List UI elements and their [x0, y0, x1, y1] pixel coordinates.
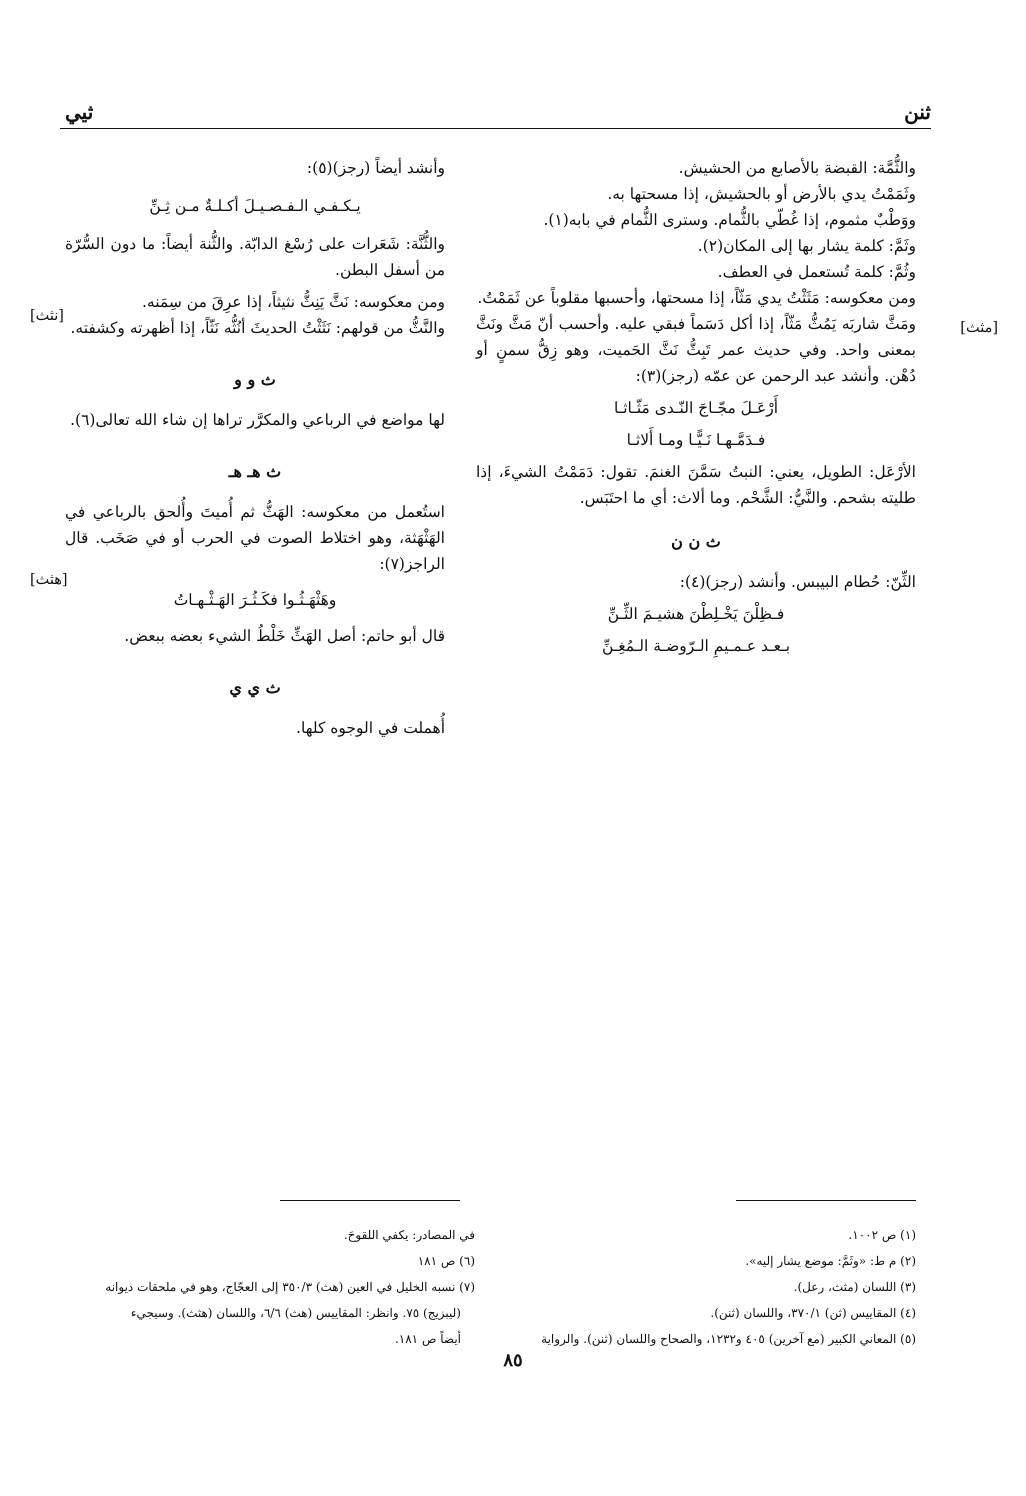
paragraph: ووَطْبٌ مثموم، إذا غُطّي بالثُّمام. وسترى الثُّمام في بابه(١).	[543, 211, 916, 229]
paragraph: الثِّنّ: حُطام البيبس. وأنشد (رجز)(٤):	[679, 573, 916, 591]
header-rule	[60, 128, 931, 129]
right-column	[476, 155, 916, 665]
section-heading: ث ن ن	[671, 532, 721, 551]
verse-line: وهَثْهَـثُـوا فكَـثُـرَ الهَـثْـهـاتُ	[173, 591, 337, 609]
paragraph: قال أبو حاتم: أصل الهَثِّ خَلْطُ الشيء بعضه ببعض.	[124, 627, 445, 645]
verse-line: بـعـد عـمـيمِ الـرّوضـة الـمُغِـنِّ	[601, 637, 791, 655]
paragraph: والنَّثُّ من قولهم: نَثَثْتُ الحديثَ أنُثُّه نَثّاً، إذا أظهرته وكشفته.	[70, 319, 445, 337]
paragraph: وثَمَّ: كلمة يشار بها إلى المكان(٢).	[697, 237, 916, 255]
section-heading: ث ي ي	[229, 678, 281, 697]
footnotes-right	[516, 1222, 916, 1352]
running-head-left: ثيي	[65, 100, 94, 124]
paragraph: ومن معكوسه: مَثَثْتُ يدي مَثّاً، إذا مسحتها، وأحسبها مقلوباً عن ثَمَمْتُ.	[477, 289, 916, 307]
footnote-rule	[736, 1200, 916, 1201]
paragraph: أُهملت في الوجوه كلها.	[296, 719, 445, 737]
footnote: أيضاً ص ١٨١.	[394, 1332, 461, 1346]
section-heading: ث و و	[234, 370, 276, 389]
paragraph: ومن معكوسه: نَثَّ يَنِثُّ نثيثاً، إذا عرِقَ من سِمَنه.	[142, 293, 445, 311]
footnote: (٢) م ط: «وثَمَّ: موضع يشار إليه».	[745, 1254, 916, 1268]
footnote: (٥) المعاني الكبير (مع آخرين) ٤٠٥ و١٢٣٢، والصحاح واللسان (ثنن). والرواية	[541, 1332, 916, 1346]
verse-line: أَرْعَـلَ مجّـاجَ النّـدى مَثّـاثـا	[613, 399, 778, 417]
footnote: (٦) ص ١٨١	[417, 1254, 475, 1268]
footnotes-left	[65, 1222, 475, 1352]
footnote: (٤) المقاييس (ثن) ٣٧٠/١، واللسان (ثنن).	[710, 1306, 916, 1320]
paragraph: لها مواضع في الرباعي والمكرَّر تراها إن شاء الله تعالى(٦).	[70, 411, 445, 429]
footnote: (٧) نسبه الخليل في العين (هث) ٣٥٠/٣ إلى العجّاج، وهو في ملحقات ديوانه	[105, 1280, 475, 1294]
section-heading: ث هـ هـ	[228, 462, 282, 481]
running-head-right: ثنن	[904, 100, 931, 124]
footnote: (ليبزيج) ٧٥. وانظر: المقاييس (هث) ٦/٦، واللسان (هثث). وسيجيء	[130, 1306, 461, 1320]
paragraph: وثَمَمْتُ يدي بالأرض أو بالحشيش، إذا مسحتها به.	[607, 185, 916, 203]
paragraph: الأرْعَل: الطويل، يعني: النبتُ سَمَّنَ الغنمَ. تقول: دَمَمْتُ الشيءَ، إذا طليته بشحم. والنَّيُّ: الشَّحْم. وما ألاث: أي ما احتَبَس.	[476, 463, 916, 507]
left-column	[65, 155, 445, 741]
footnote: (١) ص ١٠٠٢.	[848, 1228, 916, 1242]
paragraph: وثُمَّ: كلمة تُستعمل في العطف.	[717, 263, 916, 281]
verse-line: فـدَمَّـهـا نَـيًّـا ومـا أَلاثـا	[626, 431, 766, 449]
paragraph: وأنشد أيضاً (رجز)(٥):	[306, 159, 445, 177]
verse-line: فـظِلْنَ يَخْـلِطْنَ هشيـمَ الثِّـنِّ	[607, 605, 785, 623]
footnote: (٣) اللسان (مثث، رعل).	[793, 1280, 916, 1294]
paragraph: ومَثَّ شاربَه يَمُثُّ مَثّاً، إذا أكل دَسَماً فبقي عليه. وأحسب أنّ مَثَّ ونَثَّ بمعنى واحد. وفي حديث عمر تَبِثُّ نَثَّ الحَميت، وهو زِقُّ سمنٍ أو دُهْن. وأنشد عبد الرحمن عن عمّه (رجز)(٣):	[476, 315, 916, 385]
footnote-rule	[280, 1200, 460, 1201]
margin-root-tag: [هثث]	[30, 572, 68, 588]
margin-root-tag: [مثث]	[960, 320, 998, 336]
paragraph: والثُّمَّة: القبضة بالأصابع من الحشيش.	[678, 159, 916, 177]
verse-line: يـكـفـي الـفـصـيـلَ أكـلـةٌ مـن ثِـنِّ	[149, 197, 361, 215]
paragraph: استُعمل من معكوسه: الهَثُّ ثم أُميتَ وأُلحق بالرباعي في الهَثْهَثة، وهو اختلاط الصوت في الحرب أو في صَخَب. قال الراجز(٧):	[65, 503, 445, 573]
page-number: ٨٥	[503, 1350, 523, 1371]
paragraph: والثُّنَّة: شَعَرات على رُسْغ الدابّة. والثُّنة أيضاً: ما دون السُّرّة من أسفل البطن.	[65, 235, 445, 279]
footnote: في المصادر: يكفي اللقوحَ.	[343, 1228, 475, 1242]
margin-root-tag: [نثث]	[30, 308, 64, 324]
